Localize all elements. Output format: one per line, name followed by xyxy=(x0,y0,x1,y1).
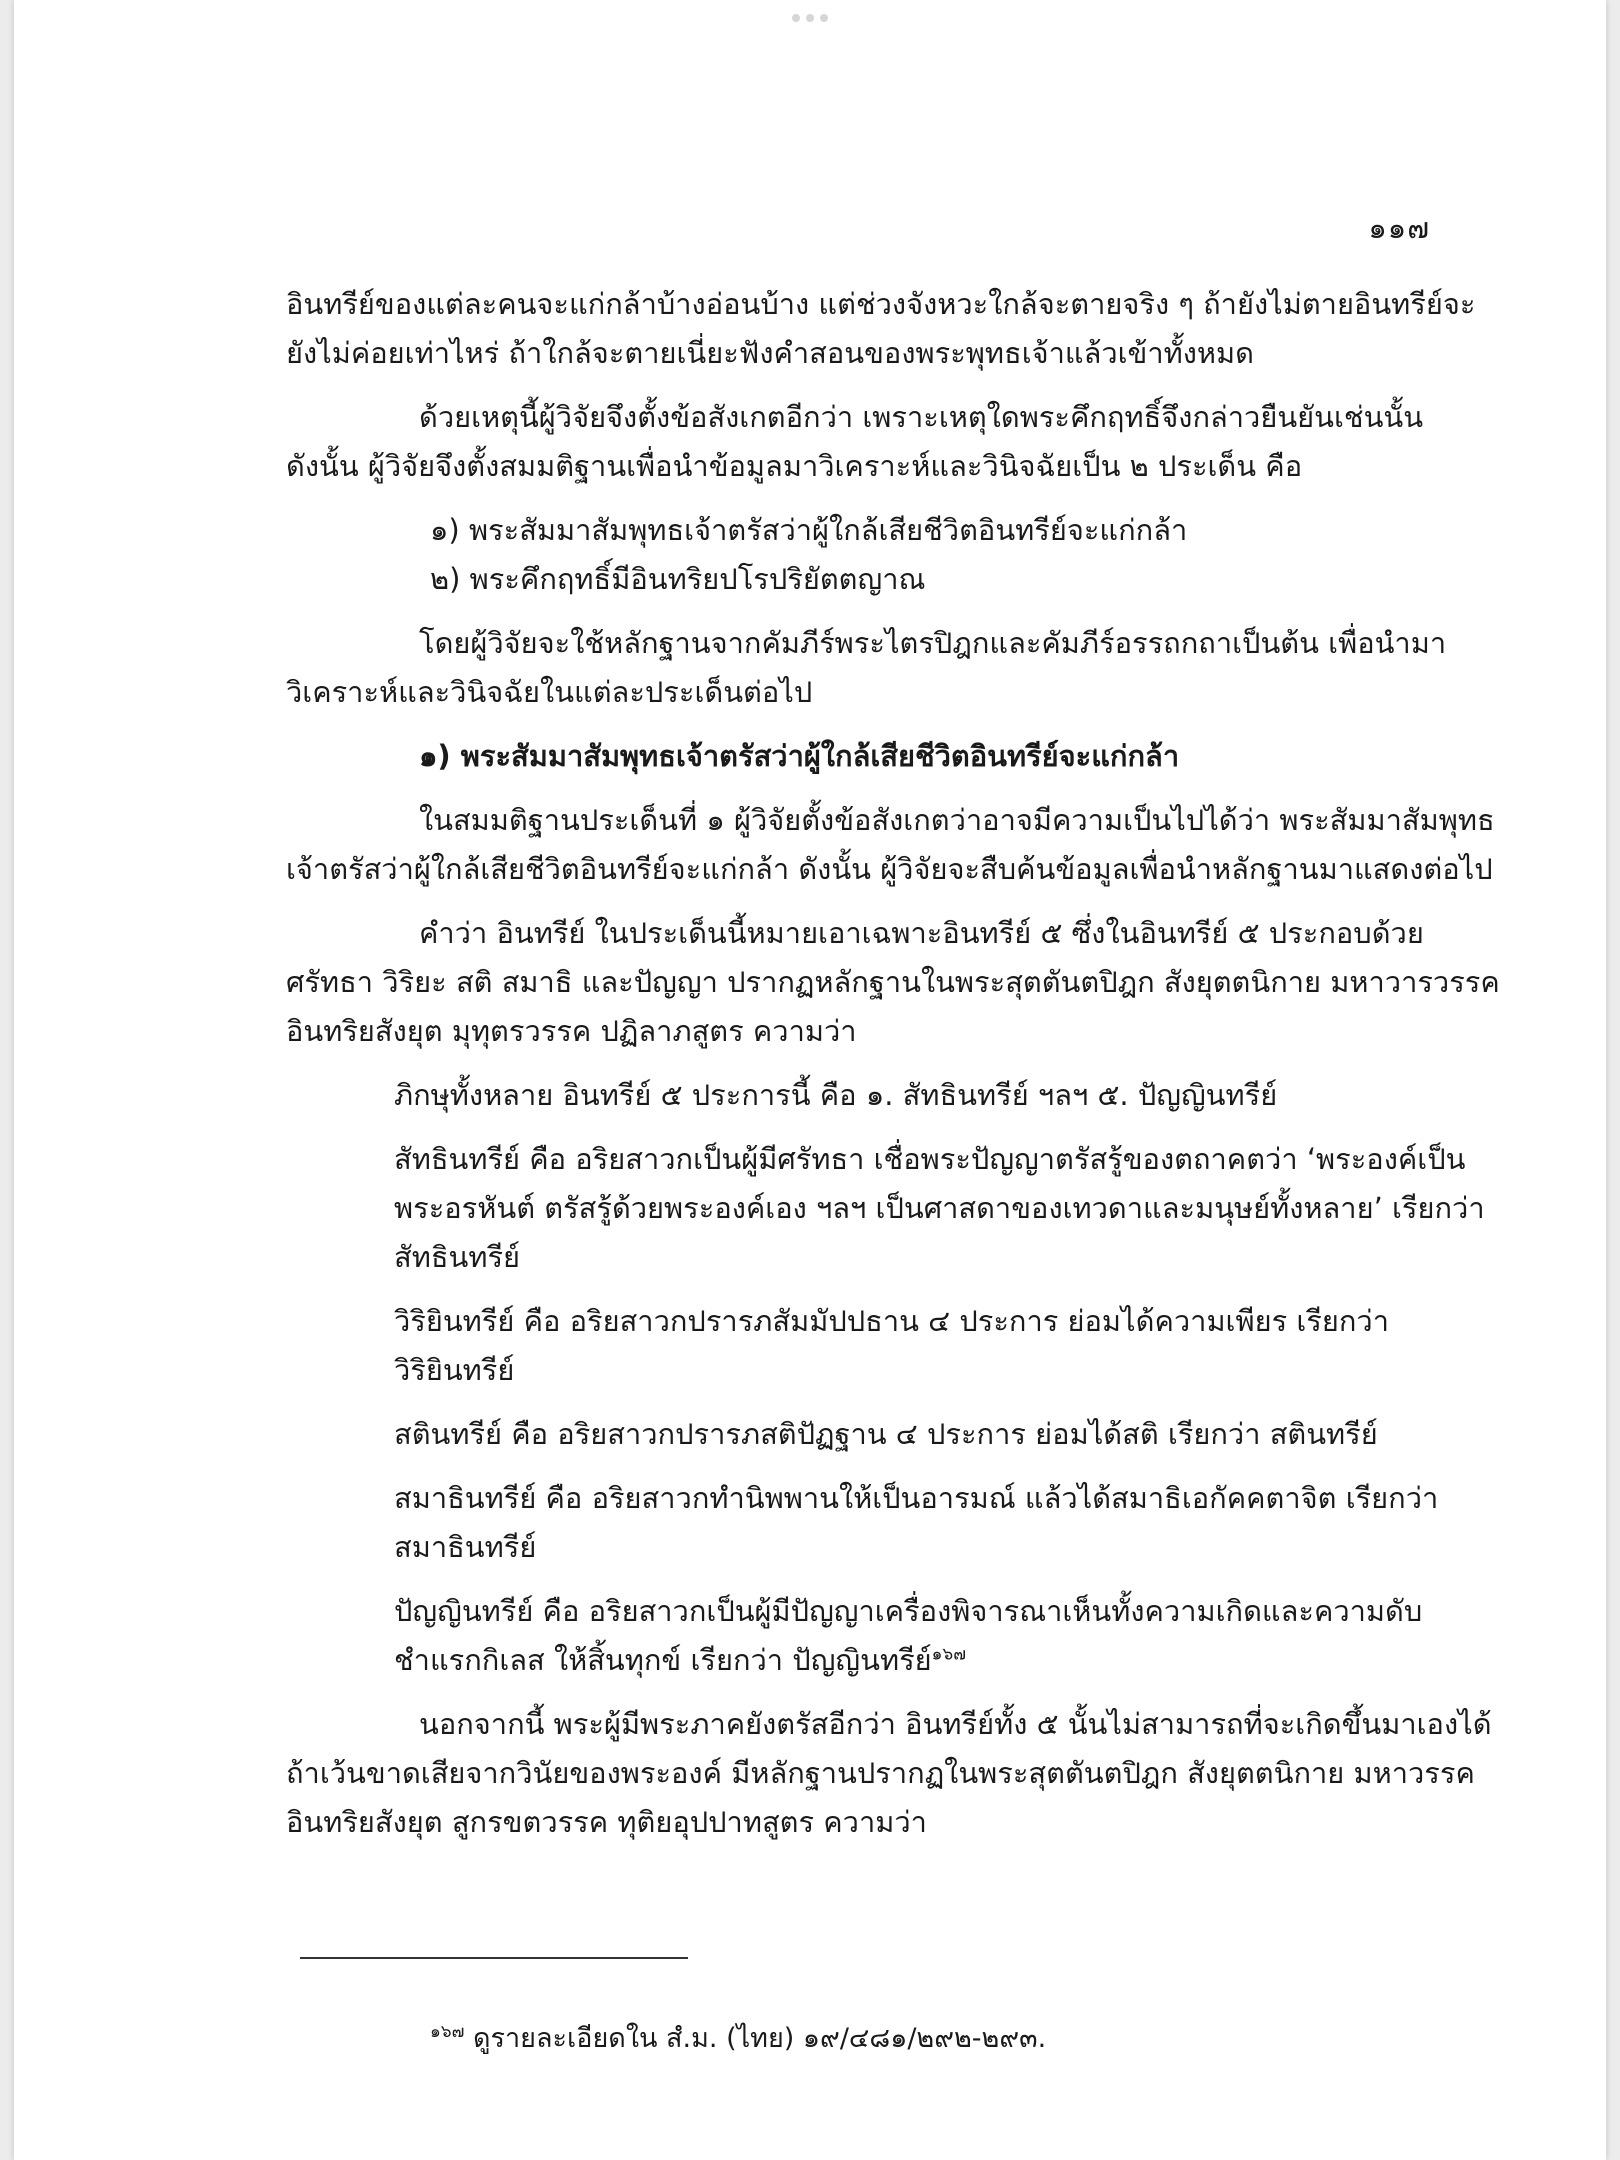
paragraph-line: อินทริยสังยุต มุทุตรวรรค ปฏิลาภสูตร ความว่า xyxy=(286,1014,857,1048)
quote-text: ชำแรกกิเลส ให้สิ้นทุกข์ เรียกว่า ปัญญินทรีย์ xyxy=(394,1643,932,1677)
quote-line: สตินทรีย์ คือ อริยสาวกปรารภสติปัฏฐาน ๔ ประการ ย่อมได้สติ เรียกว่า สตินทรีย์ xyxy=(394,1417,1378,1451)
paragraph-line: ในสมมติฐานประเด็นที่ ๑ ผู้วิจัยตั้งข้อสังเกตว่าอาจมีความเป็นไปได้ว่า พระสัมมาสัมพุทธ xyxy=(419,803,1495,837)
quote-line: ภิกษุทั้งหลาย อินทรีย์ ๕ ประการนี้ คือ ๑. สัทธินทรีย์ ฯลฯ ๕. ปัญญินทรีย์ xyxy=(394,1078,1278,1112)
quote-line: สมาธินทรีย์ xyxy=(394,1530,537,1564)
quote-line: สมาธินทรีย์ คือ อริยสาวกทำนิพพานให้เป็นอารมณ์ แล้วได้สมาธิเอกัคคตาจิต เรียกว่า xyxy=(394,1481,1439,1515)
quote-line: สัทธินทรีย์ xyxy=(394,1240,521,1274)
quote-line: สัทธินทรีย์ คือ อริยสาวกเป็นผู้มีศรัทธา เชื่อพระปัญญาตรัสรู้ของตถาคตว่า ‘พระองค์เป็น xyxy=(394,1142,1466,1176)
paragraph-line: ถ้าเว้นขาดเสียจากวินัยของพระองค์ มีหลักฐานปรากฏในพระสุตตันตปิฎก สังยุตตนิกาย มหาวรรค xyxy=(286,1756,1475,1790)
quote-line: พระอรหันต์ ตรัสรู้ด้วยพระองค์เอง ฯลฯ เป็นศาสดาของเทวดาและมนุษย์ทั้งหลาย’ เรียกว่า xyxy=(394,1191,1485,1225)
quote-line: วิริยินทรีย์ คือ อริยสาวกปรารภสัมมัปปธาน ๔ ประการ ย่อมได้ความเพียร เรียกว่า xyxy=(394,1304,1389,1338)
paragraph-line: วิเคราะห์และวินิจฉัยในแต่ละประเด็นต่อไป xyxy=(286,675,813,709)
paragraph-line: ด้วยเหตุนี้ผู้วิจัยจึงตั้งข้อสังเกตอีกว่า เพราะเหตุใดพระคึกฤทธิ์จึงกล่าวยืนยันเช่นนั้น xyxy=(419,400,1424,434)
quote-line: วิริยินทรีย์ xyxy=(394,1353,515,1387)
quote-line: ปัญญินทรีย์ คือ อริยสาวกเป็นผู้มีปัญญาเครื่องพิจารณาเห็นทั้งความเกิดและความดับ xyxy=(394,1594,1423,1628)
drag-handle-icon[interactable] xyxy=(792,14,828,22)
footnote-divider xyxy=(300,1957,688,1959)
footnote-marker: ๑๖๗ xyxy=(430,2022,465,2042)
paragraph-line: โดยผู้วิจัยจะใช้หลักฐานจากคัมภีร์พระไตรปิฎกและคัมภีร์อรรถกถาเป็นต้น เพื่อนำมา xyxy=(419,626,1447,660)
paragraph-line: คำว่า อินทรีย์ ในประเด็นนี้หมายเอาเฉพาะอินทรีย์ ๕ ซึ่งในอินทรีย์ ๕ ประกอบด้วย xyxy=(419,916,1424,950)
paragraph-line: ยังไม่ค่อยเท่าไหร่ ถ้าใกล้จะตายเนี่ยะฟังคำสอนของพระพุทธเจ้าแล้วเข้าทั้งหมด xyxy=(286,336,1255,370)
section-heading: ๑) พระสัมมาสัมพุทธเจ้าตรัสว่าผู้ใกล้เสียชีวิตอินทรีย์จะแก่กล้า xyxy=(419,739,1180,773)
paragraph-line: ศรัทธา วิริยะ สติ สมาธิ และปัญญา ปรากฏหลักฐานในพระสุตตันตปิฎก สังยุตตนิกาย มหาวารวรรค xyxy=(286,965,1500,999)
list-item: ๒) พระคึกฤทธิ์มีอินทริยปโรปริยัตตญาณ xyxy=(430,562,926,596)
paragraph-line: นอกจากนี้ พระผู้มีพระภาคยังตรัสอีกว่า อินทรีย์ทั้ง ๕ นั้นไม่สามารถที่จะเกิดขึ้นมาเองได้ xyxy=(419,1707,1492,1741)
paragraph-line: ดังนั้น ผู้วิจัยจึงตั้งสมมติฐานเพื่อนำข้อมูลมาวิเคราะห์และวินิจฉัยเป็น ๒ ประเด็น คือ xyxy=(286,449,1303,483)
footnote-reference[interactable]: ๑๖๗ xyxy=(931,1644,967,1665)
footnote xyxy=(430,2016,1046,2059)
footnote-text: ดูรายละเอียดใน สํ.ม. (ไทย) ๑๙/๔๘๑/๒๙๒-๒๙๓. xyxy=(464,2023,1047,2054)
paragraph-line: อินทรีย์ของแต่ละคนจะแก่กล้าบ้างอ่อนบ้าง แต่ช่วงจังหวะใกล้จะตายจริง ๆ ถ้ายังไม่ตายอินทรีย์จะ xyxy=(286,287,1476,321)
paragraph-line: อินทริยสังยุต สูกรขตวรรค ทุติยอุปปาทสูตร ความว่า xyxy=(286,1805,927,1839)
paragraph-line: เจ้าตรัสว่าผู้ใกล้เสียชีวิตอินทรีย์จะแก่กล้า ดังนั้น ผู้วิจัยจะสืบค้นข้อมูลเพื่อนำหลักฐานมาแสดงต่อไป xyxy=(286,852,1493,886)
page-body xyxy=(286,280,1500,1847)
page-number: ๑๑๗ xyxy=(1368,211,1430,245)
quote-line xyxy=(286,1636,1416,1685)
list-item: ๑) พระสัมมาสัมพุทธเจ้าตรัสว่าผู้ใกล้เสียชีวิตอินทรีย์จะแก่กล้า xyxy=(430,513,1188,547)
